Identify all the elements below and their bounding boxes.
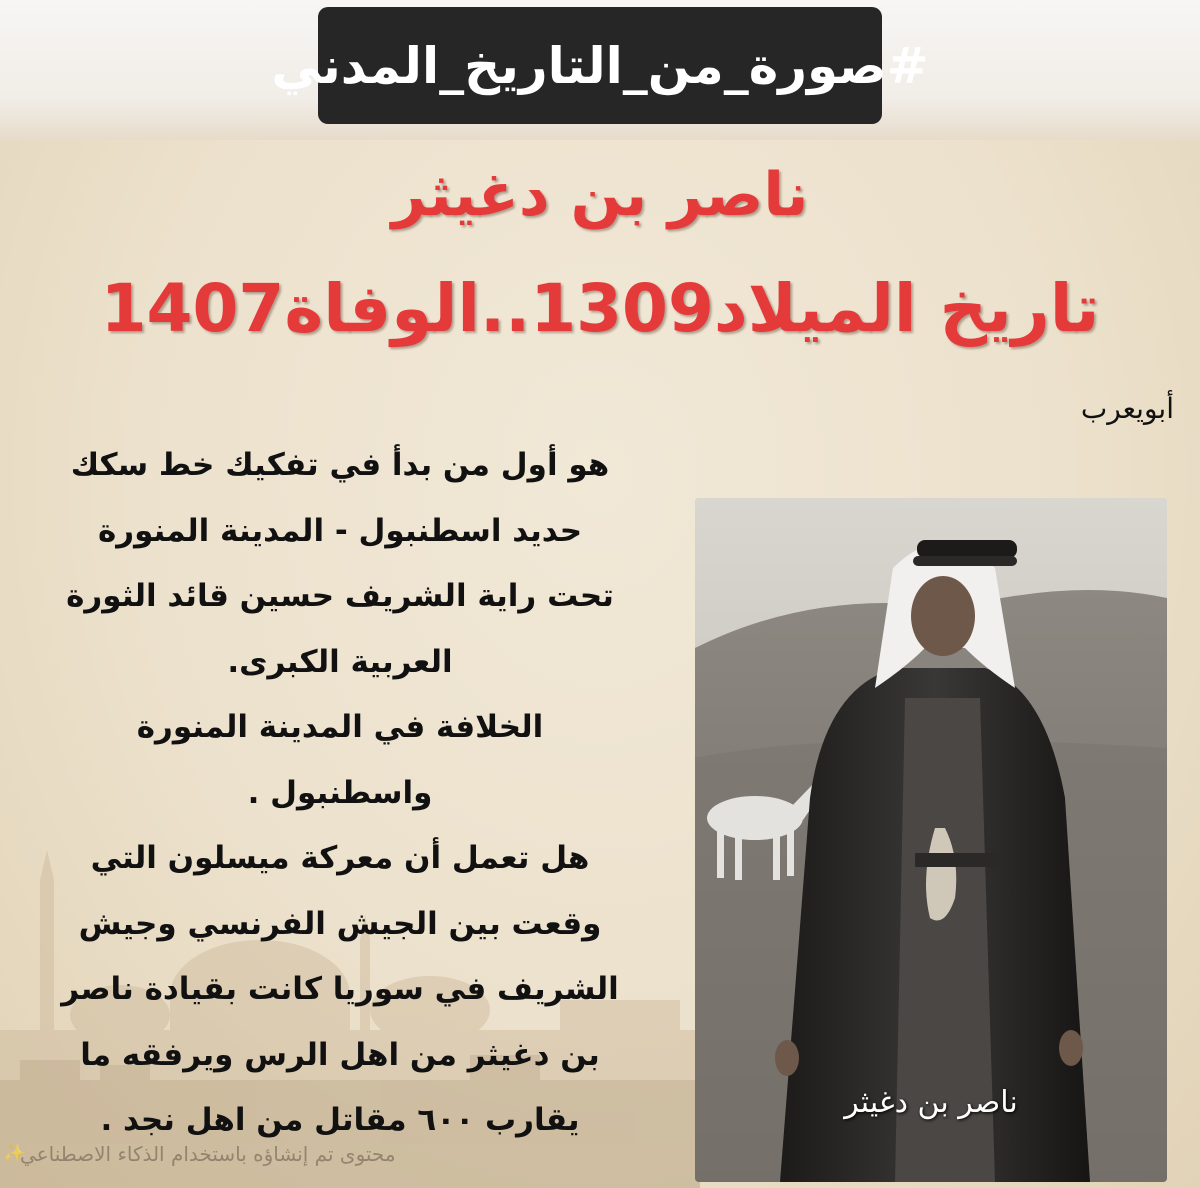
body-line: وقعت بين الجيش الفرنسي وجيش bbox=[78, 905, 602, 942]
title-dates: تاريخ الميلاد1309..الوفاة1407 bbox=[100, 270, 1100, 347]
body-line: واسطنبول . bbox=[247, 774, 433, 811]
page-title: ناصر بن دغيثر bbox=[391, 160, 809, 230]
body-line: يقارب ٦٠٠ مقاتل من اهل نجد . bbox=[100, 1102, 580, 1138]
sparkle-icon: ✨ bbox=[3, 1143, 26, 1164]
body-line: بن دغيثر من اهل الرس ويرفقه ما bbox=[80, 1036, 600, 1073]
portrait-photo bbox=[695, 498, 1167, 1182]
body-line: هل تعمل أن معركة ميسلون التي bbox=[90, 840, 590, 876]
hashtag-text[interactable]: #صورة_من_التاريخ_المدني bbox=[271, 36, 929, 95]
body-line: هو أول من بدأ في تفكيك خط سكك bbox=[70, 447, 610, 483]
body-line: تحت راية الشريف حسين قائد الثورة bbox=[66, 578, 614, 614]
portrait-illustration bbox=[695, 498, 1167, 1182]
body-line: الخلافة في المدينة المنورة bbox=[136, 709, 544, 745]
hashtag-banner bbox=[271, 7, 929, 124]
body-line: العربية الكبرى. bbox=[227, 643, 453, 680]
ai-watermark: محتوى تم إنشاؤه باستخدام الذكاء الاصطناعي bbox=[20, 1142, 396, 1166]
body-line: الشريف في سوريا كانت بقيادة ناصر bbox=[61, 971, 619, 1007]
body-text bbox=[30, 433, 650, 1154]
body-line: حديد اسطنبول - المدينة المنورة bbox=[97, 512, 583, 549]
author-name: أبويعرب bbox=[1080, 392, 1174, 425]
photo-caption: ناصر بن دغيثر bbox=[844, 1085, 1018, 1120]
